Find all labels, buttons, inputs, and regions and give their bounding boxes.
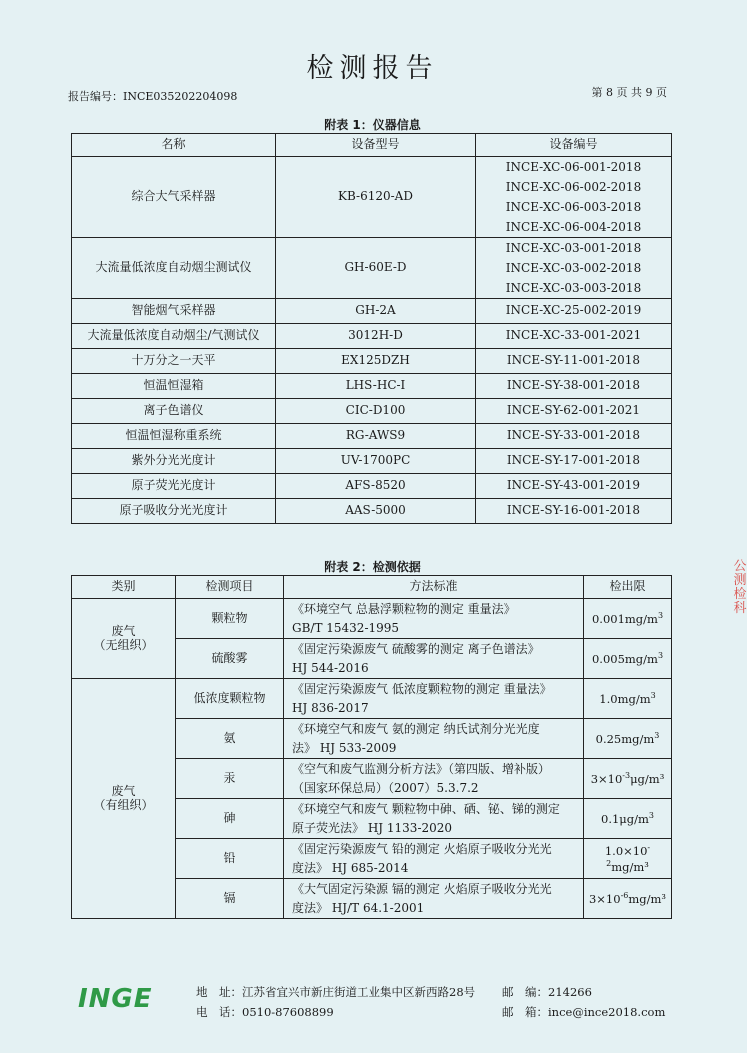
instrument-ids <box>476 299 672 324</box>
limit-exponent: -6 <box>620 890 629 900</box>
instrument-ids <box>476 399 672 424</box>
instrument-id: INCE-XC-06-002-2018 <box>505 180 642 194</box>
instrument-name: 智能烟气采样器 <box>72 299 276 324</box>
table-row <box>72 299 672 324</box>
instrument-model: CIC-D100 <box>276 399 476 424</box>
instrument-name: 离子色谱仪 <box>72 399 276 424</box>
method-line: 度法》 HJ/T 64.1-2001 <box>292 900 425 915</box>
detection-limit <box>584 839 672 879</box>
limit-exponent: 3 <box>657 610 664 620</box>
postcode: 邮 编：214266 <box>502 985 592 999</box>
instrument-id: INCE-XC-03-003-2018 <box>505 281 642 295</box>
instrument-id: INCE-XC-06-004-2018 <box>505 220 642 234</box>
instrument-ids <box>476 157 672 238</box>
method-standard <box>284 719 584 759</box>
limit-unit: μg/m³ <box>630 771 665 786</box>
instrument-id: INCE-XC-33-001-2021 <box>505 328 642 343</box>
method-line: HJ 544-2016 <box>292 660 369 675</box>
method-standard <box>284 879 584 919</box>
detection-limit <box>584 879 672 919</box>
table-row <box>72 679 672 719</box>
instrument-table-caption: 附表 1：仪器信息 <box>324 118 421 132</box>
instrument-ids <box>476 499 672 524</box>
limit-unit: mg/m³ <box>611 859 649 874</box>
table-row <box>72 238 672 299</box>
instrument-name: 大流量低浓度自动烟尘/气测试仪 <box>72 324 276 349</box>
instrument-model: AAS-5000 <box>276 499 476 524</box>
seal-edge: 公测检科 <box>733 559 747 616</box>
method-standard <box>284 759 584 799</box>
test-item: 低浓度颗粒物 <box>176 679 284 719</box>
table-header-row <box>72 576 672 599</box>
limit-exponent: 3 <box>657 650 664 660</box>
column-header: 方法标准 <box>284 576 584 599</box>
footer <box>0 978 745 1038</box>
instrument-id: INCE-XC-03-002-2018 <box>505 261 642 275</box>
page-number: 第 8 页 共 9 页 <box>591 86 667 99</box>
category-cell <box>72 599 176 679</box>
method-line: 《环境空气和废气 氨的测定 纳氏试剂分光光度 <box>292 721 540 736</box>
method-line: 《固定污染源废气 硫酸雾的测定 离子色谱法》 <box>292 641 540 656</box>
instrument-name: 十万分之一天平 <box>72 349 276 374</box>
test-item: 颗粒物 <box>176 599 284 639</box>
company-logo: INGE <box>78 984 153 1014</box>
method-line: HJ 836-2017 <box>292 700 369 715</box>
instrument-id: INCE-XC-06-001-2018 <box>505 160 642 174</box>
limit-base: 0.25mg/m <box>595 731 655 746</box>
category-line: （无组织） <box>93 637 154 652</box>
instrument-table <box>71 133 672 524</box>
column-header: 设备型号 <box>276 134 476 157</box>
category-line: 废气 <box>111 783 136 798</box>
instrument-model: KB-6120-AD <box>276 157 476 238</box>
instrument-name: 综合大气采样器 <box>72 157 276 238</box>
table-row <box>72 349 672 374</box>
limit-base: 0.001mg/m <box>591 611 658 626</box>
test-item: 硫酸雾 <box>176 639 284 679</box>
instrument-id: INCE-SY-38-001-2018 <box>506 378 641 393</box>
test-item: 铅 <box>176 839 284 879</box>
instrument-id: INCE-SY-16-001-2018 <box>506 503 641 518</box>
instrument-ids <box>476 374 672 399</box>
report-number: 报告编号：INCE035202204098 <box>68 90 238 103</box>
method-line: 法》 HJ 533-2009 <box>292 740 397 755</box>
column-header: 设备编号 <box>476 134 672 157</box>
instrument-ids <box>476 238 672 299</box>
limit-base: 0.1μg/m <box>601 811 649 826</box>
method-line: 度法》 HJ 685-2014 <box>292 860 409 875</box>
table-row <box>72 374 672 399</box>
method-line: 《大气固定污染源 镉的测定 火焰原子吸收分光光 <box>292 881 552 896</box>
column-header: 类别 <box>72 576 176 599</box>
method-standard <box>284 639 584 679</box>
detection-limit <box>584 759 672 799</box>
instrument-name: 原子荧光光度计 <box>72 474 276 499</box>
instrument-name: 紫外分光光度计 <box>72 449 276 474</box>
limit-exponent: -3 <box>622 770 631 780</box>
instrument-ids <box>476 449 672 474</box>
category-cell <box>72 679 176 919</box>
instrument-id: INCE-SY-17-001-2018 <box>506 453 641 468</box>
method-line: GB/T 15432-1995 <box>292 620 400 635</box>
table-row <box>72 424 672 449</box>
limit-exponent: 3 <box>654 730 660 740</box>
instrument-model: GH-2A <box>276 299 476 324</box>
basis-table-caption: 附表 2：检测依据 <box>324 560 421 574</box>
method-standard <box>284 599 584 639</box>
instrument-ids <box>476 324 672 349</box>
basis-table <box>71 575 672 919</box>
limit-exponent: 3 <box>650 690 656 700</box>
detection-limit <box>584 799 672 839</box>
limit-base: 3×10 <box>588 891 621 906</box>
instrument-name: 原子吸收分光光度计 <box>72 499 276 524</box>
method-standard <box>284 839 584 879</box>
limit-unit: mg/m³ <box>628 891 667 906</box>
category-line: 废气 <box>111 623 136 638</box>
email: 邮 箱：ince@ince2018.com <box>502 1005 666 1019</box>
instrument-model: EX125DZH <box>276 349 476 374</box>
method-line: 《固定污染源废气 低浓度颗粒物的测定 重量法》 <box>292 681 552 696</box>
instrument-ids <box>476 424 672 449</box>
table-row <box>72 499 672 524</box>
table-row <box>72 399 672 424</box>
instrument-id: INCE-SY-62-001-2021 <box>506 403 641 418</box>
test-item: 氨 <box>176 719 284 759</box>
table-row <box>72 157 672 238</box>
phone: 电 话：0510-87608899 <box>196 1005 334 1019</box>
instrument-ids <box>476 474 672 499</box>
instrument-id: INCE-SY-11-001-2018 <box>506 353 641 368</box>
detection-limit <box>584 639 672 679</box>
instrument-model: UV-1700PC <box>276 449 476 474</box>
method-line: （国家环保总局）（2007）5.3.7.2 <box>292 780 479 795</box>
instrument-name: 恒温恒湿称重系统 <box>72 424 276 449</box>
detection-limit <box>584 679 672 719</box>
column-header: 检出限 <box>584 576 672 599</box>
table-header-row <box>72 134 672 157</box>
method-standard <box>284 679 584 719</box>
instrument-ids <box>476 349 672 374</box>
test-item: 砷 <box>176 799 284 839</box>
table-row <box>72 474 672 499</box>
method-line: 原子荧光法》 HJ 1133-2020 <box>292 820 453 835</box>
instrument-model: AFS-8520 <box>276 474 476 499</box>
limit-base: 3×10 <box>590 771 623 786</box>
test-item: 镉 <box>176 879 284 919</box>
instrument-name: 大流量低浓度自动烟尘测试仪 <box>72 238 276 299</box>
instrument-id: INCE-SY-43-001-2019 <box>506 478 641 493</box>
limit-base: 1.0mg/m <box>599 691 651 706</box>
table-row <box>72 324 672 349</box>
instrument-model: LHS-HC-I <box>276 374 476 399</box>
limit-base: 1.0×10 <box>604 844 648 859</box>
detection-limit <box>584 719 672 759</box>
instrument-id: INCE-XC-25-002-2019 <box>505 303 642 318</box>
method-line: 《空气和废气监测分析方法》（第四版、增补版） <box>292 761 551 776</box>
instrument-model: RG-AWS9 <box>276 424 476 449</box>
instrument-id: INCE-XC-03-001-2018 <box>505 241 642 255</box>
method-line: 《环境空气 总悬浮颗粒物的测定 重量法》 <box>292 601 516 616</box>
method-line: 《环境空气和废气 颗粒物中砷、硒、铋、锑的测定 <box>292 801 560 816</box>
category-line: （有组织） <box>93 797 154 812</box>
table-row <box>72 449 672 474</box>
limit-base: 0.005mg/m <box>591 651 658 666</box>
test-item: 汞 <box>176 759 284 799</box>
column-header: 检测项目 <box>176 576 284 599</box>
address: 地 址：江苏省宜兴市新庄街道工业集中区新西路28号 <box>196 985 476 999</box>
instrument-model: GH-60E-D <box>276 238 476 299</box>
limit-exponent: -2 <box>606 843 651 868</box>
column-header: 名称 <box>72 134 276 157</box>
instrument-model: 3012H-D <box>276 324 476 349</box>
instrument-id: INCE-SY-33-001-2018 <box>506 428 641 443</box>
method-line: 《固定污染源废气 铅的测定 火焰原子吸收分光光 <box>292 841 552 856</box>
page-title: 检测报告 <box>306 53 439 84</box>
instrument-name: 恒温恒湿箱 <box>72 374 276 399</box>
method-standard <box>284 799 584 839</box>
table-row <box>72 599 672 639</box>
instrument-id: INCE-XC-06-003-2018 <box>505 200 642 214</box>
detection-limit <box>584 599 672 639</box>
limit-exponent: 3 <box>648 810 654 820</box>
